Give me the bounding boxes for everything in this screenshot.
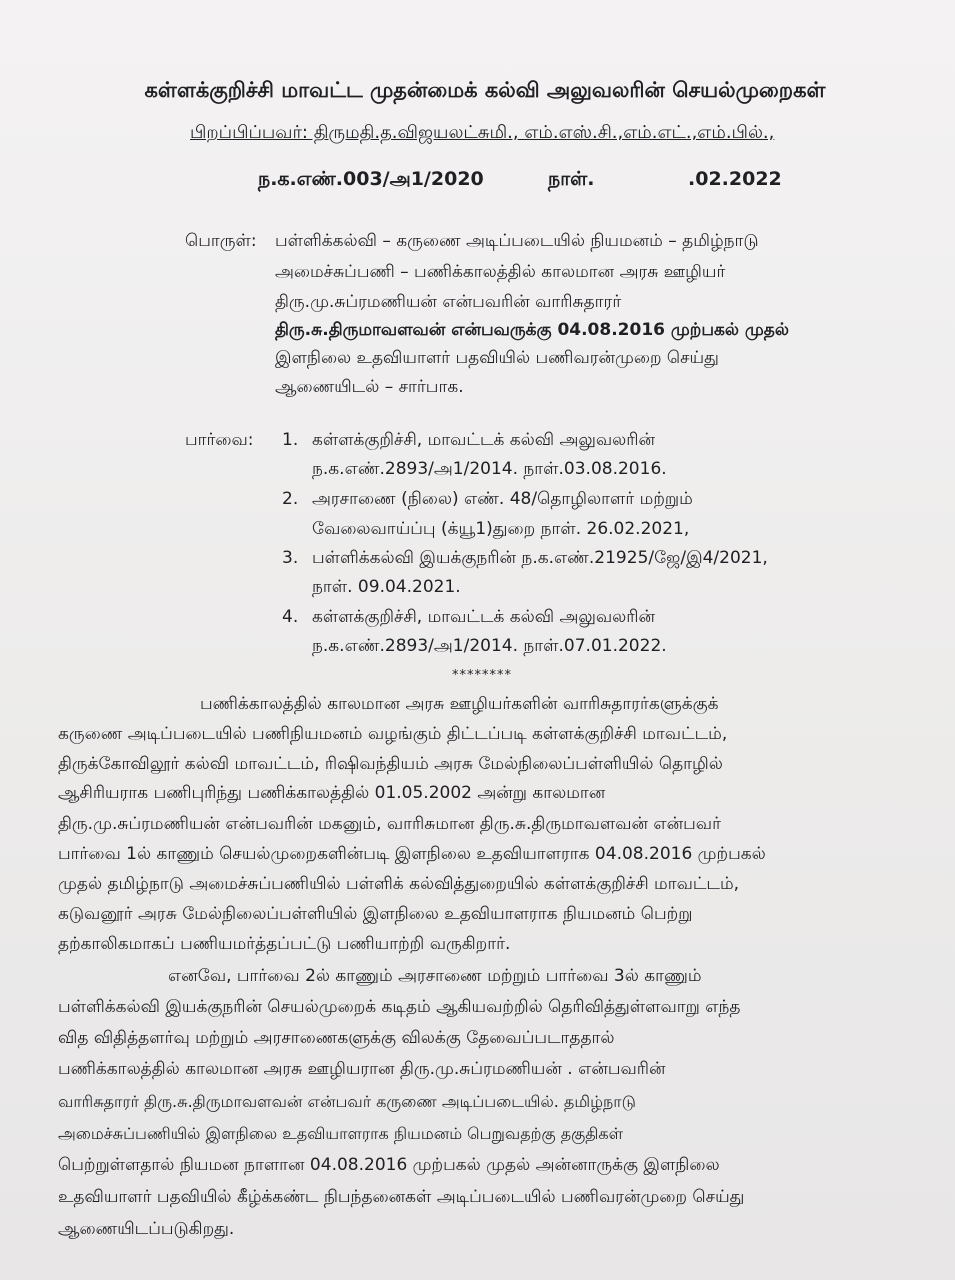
subject-line: திரு.சு.திருமாவளவன் என்பவருக்கு 04.08.2016 முற்பகல் முதல் (275, 320, 789, 340)
subject-line: திரு.மு.சுப்ரமணியன் என்பவரின் வாரிசுதாரர் (275, 292, 622, 312)
paragraph-line: கடுவனூர் அரசு மேல்நிலைப்பள்ளியில் இளநிலை உதவியாளராக நியமனம் பெற்று (58, 904, 693, 924)
reference-number: ந.க.எண்.003/அ1/2020 (258, 168, 484, 190)
section-divider: ******** (452, 668, 512, 683)
date-label: நாள். (548, 168, 595, 190)
paragraph-line: பார்வை 1ல் காணும் செயல்முறைகளின்படி இளநிலை உதவியாளராக 04.08.2016 முற்பகல் (58, 844, 766, 864)
paragraph-line: அமைச்சுப்பணியில் இளநிலை உதவியாளராக நியமனம் பெறுவதற்கு தகுதிகள் (58, 1124, 624, 1143)
subject-line: ஆணையிடல் – சார்பாக. (275, 377, 464, 397)
paragraph-line: ஆணையிடப்படுகிறது. (58, 1219, 235, 1239)
reference-item-line: வேலைவாய்ப்பு (க்யூ1)துறை நாள். 26.02.2021, (312, 519, 690, 539)
paragraph-line: பெற்றுள்ளதால் நியமன நாளான 04.08.2016 முற்பகல் முதல் அன்னாருக்கு இளநிலை (58, 1155, 720, 1175)
reference-item-line: ந.க.எண்.2893/அ1/2014. நாள்.03.08.2016. (312, 459, 667, 479)
reference-item-line: நாள். 09.04.2021. (312, 577, 461, 597)
references-label: பார்வை: (185, 430, 254, 450)
date-value: .02.2022 (688, 168, 782, 190)
paragraph-line: வாரிசுதாரர் திரு.சு.திருமாவளவன் என்பவர் கருணை அடிப்படையில். தமிழ்நாடு (58, 1092, 636, 1111)
paragraph-line: உதவியாளர் பதவியில் கீழ்க்கண்ட நிபந்தனைகள் அடிப்படையில் பணிவரன்முறை செய்து (58, 1187, 745, 1207)
reference-item-line: கள்ளக்குறிச்சி, மாவட்டக் கல்வி அலுவலரின் (312, 607, 656, 627)
paragraph-line: கருணை அடிப்படையில் பணிநியமனம் வழங்கும் திட்டப்படி கள்ளக்குறிச்சி மாவட்டம், (58, 724, 728, 744)
paragraph-line: பணிக்காலத்தில் காலமான அரசு ஊழியர்களின் வாரிசுதாரர்களுக்குக் (200, 694, 719, 714)
paragraph-line: எனவே, பார்வை 2ல் காணும் அரசாணை மற்றும் பார்வை 3ல் காணும் (168, 966, 702, 986)
paragraph-line: வித விதித்தளர்வு மற்றும் அரசாணைகளுக்கு விலக்கு தேவைப்படாததால் (58, 1028, 615, 1048)
reference-item-line: அரசாணை (நிலை) எண். 48/தொழிலாளர் மற்றும் (312, 489, 693, 509)
paragraph-line: ஆசிரியராக பணிபுரிந்து பணிக்காலத்தில் 01.05.2002 அன்று காலமான (58, 783, 606, 803)
paragraph-line: தற்காலிகமாகப் பணியமர்த்தப்பட்டு பணியாற்றி வருகிறார். (58, 934, 511, 954)
paragraph-line: பணிக்காலத்தில் காலமான அரசு ஊழியரான திரு.மு.சுப்ரமணியன் . என்பவரின் (58, 1059, 666, 1079)
subject-line: அமைச்சுப்பணி – பணிக்காலத்தில் காலமான அரசு ஊழியர் (275, 262, 726, 282)
paragraph-line: திருக்கோவிலூர் கல்வி மாவட்டம், ரிஷிவந்தியம் அரசு மேல்நிலைப்பள்ளியில் தொழில் (58, 754, 723, 774)
reference-item-line: பள்ளிக்கல்வி இயக்குநரின் ந.க.எண்.21925/ஜே/இ4/2021, (312, 548, 768, 568)
subject-line: இளநிலை உதவியாளர் பதவியில் பணிவரன்முறை செய்து (275, 348, 719, 368)
paragraph-line: முதல் தமிழ்நாடு அமைச்சுப்பணியில் பள்ளிக் கல்வித்துறையில் கள்ளக்குறிச்சி மாவட்டம், (58, 874, 740, 894)
document-title: கள்ளக்குறிச்சி மாவட்ட முதன்மைக் கல்வி அலுவலரின் செயல்முறைகள் (144, 78, 826, 102)
paragraph-line: பள்ளிக்கல்வி இயக்குநரின் செயல்முறைக் கடிதம் ஆகியவற்றில் தெரிவித்துள்ளவாறு எந்த (58, 997, 741, 1017)
paragraph-line: திரு.மு.சுப்ரமணியன் என்பவரின் மகனும், வாரிசுமான திரு.சு.திருமாவளவன் என்பவர் (58, 814, 721, 834)
reference-item-line: ந.க.எண்.2893/அ1/2014. நாள்.07.01.2022. (312, 636, 667, 656)
reference-item-number: 3. (282, 548, 299, 568)
sender-line: பிறப்பிப்பவர்: திருமதி.த.விஜயலட்சுமி., எம்.எஸ்.சி.,எம்.எட்.,எம்.பில்., (190, 122, 775, 143)
reference-item-number: 2. (282, 489, 299, 509)
subject-label: பொருள்: (185, 231, 257, 251)
reference-item-line: கள்ளக்குறிச்சி, மாவட்டக் கல்வி அலுவலரின் (312, 430, 656, 450)
reference-item-number: 1. (282, 430, 299, 450)
reference-item-number: 4. (282, 607, 299, 627)
subject-line: பள்ளிக்கல்வி – கருணை அடிப்படையில் நியமனம் – தமிழ்நாடு (275, 231, 759, 251)
